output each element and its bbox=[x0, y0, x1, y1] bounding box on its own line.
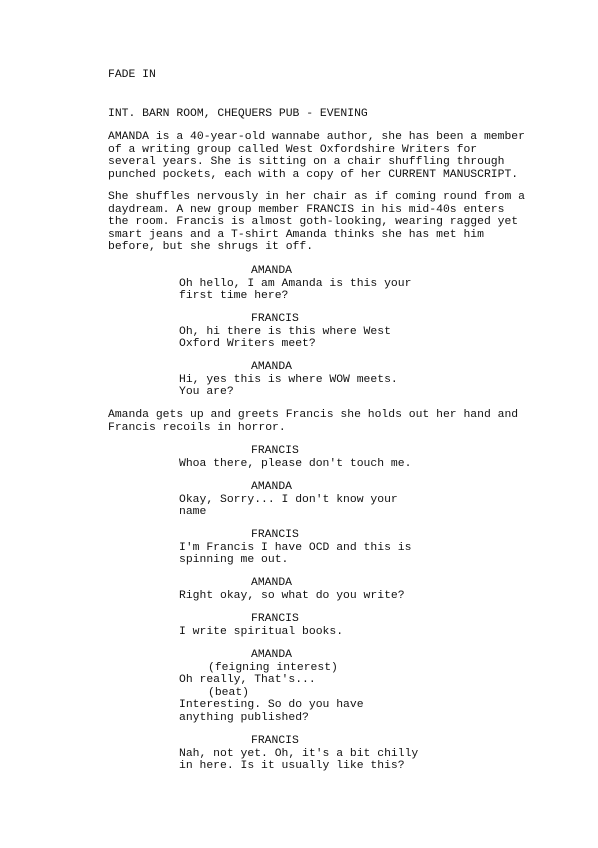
action-line: several years. She is sitting on a chair shuffling through bbox=[108, 156, 505, 169]
dialogue-line: in here. Is it usually like this? bbox=[179, 760, 405, 773]
dialogue-line: Whoa there, please don't touch me. bbox=[179, 457, 412, 470]
dialogue-line: Oh really, That's... bbox=[179, 674, 316, 687]
action-line: smart jeans and a T-shirt Amanda thinks she has met him bbox=[108, 228, 484, 241]
action-line: of a writing group called West Oxfordshire Writers for bbox=[108, 143, 478, 156]
dialogue-line: spinning me out. bbox=[179, 554, 289, 567]
character-cue: AMANDA bbox=[251, 361, 293, 373]
dialogue-line: Oh, hi there is this where West bbox=[179, 325, 391, 338]
dialogue-line: I'm Francis I have OCD and this is bbox=[179, 541, 412, 554]
dialogue-line: Oh hello, I am Amanda is this your bbox=[179, 277, 412, 290]
character-cue: FRANCIS bbox=[251, 613, 299, 625]
action-line: AMANDA is a 40-year-old wannabe author, she has been a member bbox=[108, 131, 525, 143]
character-cue: AMANDA bbox=[251, 481, 293, 493]
action-line: the room. Francis is almost goth-looking, wearing ragged yet bbox=[108, 216, 519, 229]
dialogue-line: name bbox=[179, 506, 207, 519]
dialogue-line: I write spiritual books. bbox=[179, 625, 344, 638]
character-cue: FRANCIS bbox=[251, 445, 299, 457]
parenthetical: (beat) bbox=[208, 686, 250, 699]
dialogue-line: Hi, yes this is where WOW meets. bbox=[179, 373, 398, 386]
action-line: daydream. A new group member FRANCIS in his mid-40s enters bbox=[108, 203, 505, 216]
character-cue: FRANCIS bbox=[251, 735, 299, 747]
scene-heading: INT. BARN ROOM, CHEQUERS PUB - EVENING bbox=[108, 108, 368, 120]
dialogue-line: Oxford Writers meet? bbox=[179, 338, 316, 351]
action-line: punched pockets, each with a copy of her CURRENT MANUSCRIPT. bbox=[108, 168, 519, 181]
action-line: Francis recoils in horror. bbox=[108, 421, 286, 434]
dialogue-line: anything published? bbox=[179, 712, 309, 724]
dialogue-line: You are? bbox=[179, 386, 234, 399]
character-cue: AMANDA bbox=[251, 577, 293, 589]
dialogue-line: Right okay, so what do you write? bbox=[179, 589, 405, 602]
action-line: She shuffles nervously in her chair as if coming round from a bbox=[108, 191, 525, 203]
dialogue-line: Interesting. So do you have bbox=[179, 699, 364, 712]
dialogue-line: first time here? bbox=[179, 290, 289, 303]
character-cue: FRANCIS bbox=[251, 529, 299, 541]
transition: FADE IN bbox=[108, 69, 156, 81]
action-line: Amanda gets up and greets Francis she holds out her hand and bbox=[108, 409, 519, 421]
action-line: before, but she shrugs it off. bbox=[108, 241, 314, 254]
character-cue: AMANDA bbox=[251, 265, 293, 277]
parenthetical: (feigning interest) bbox=[208, 661, 338, 674]
character-cue: FRANCIS bbox=[251, 313, 299, 325]
dialogue-line: Okay, Sorry... I don't know your bbox=[179, 493, 398, 506]
dialogue-line: Nah, not yet. Oh, it's a bit chilly bbox=[179, 747, 419, 760]
character-cue: AMANDA bbox=[251, 649, 293, 661]
